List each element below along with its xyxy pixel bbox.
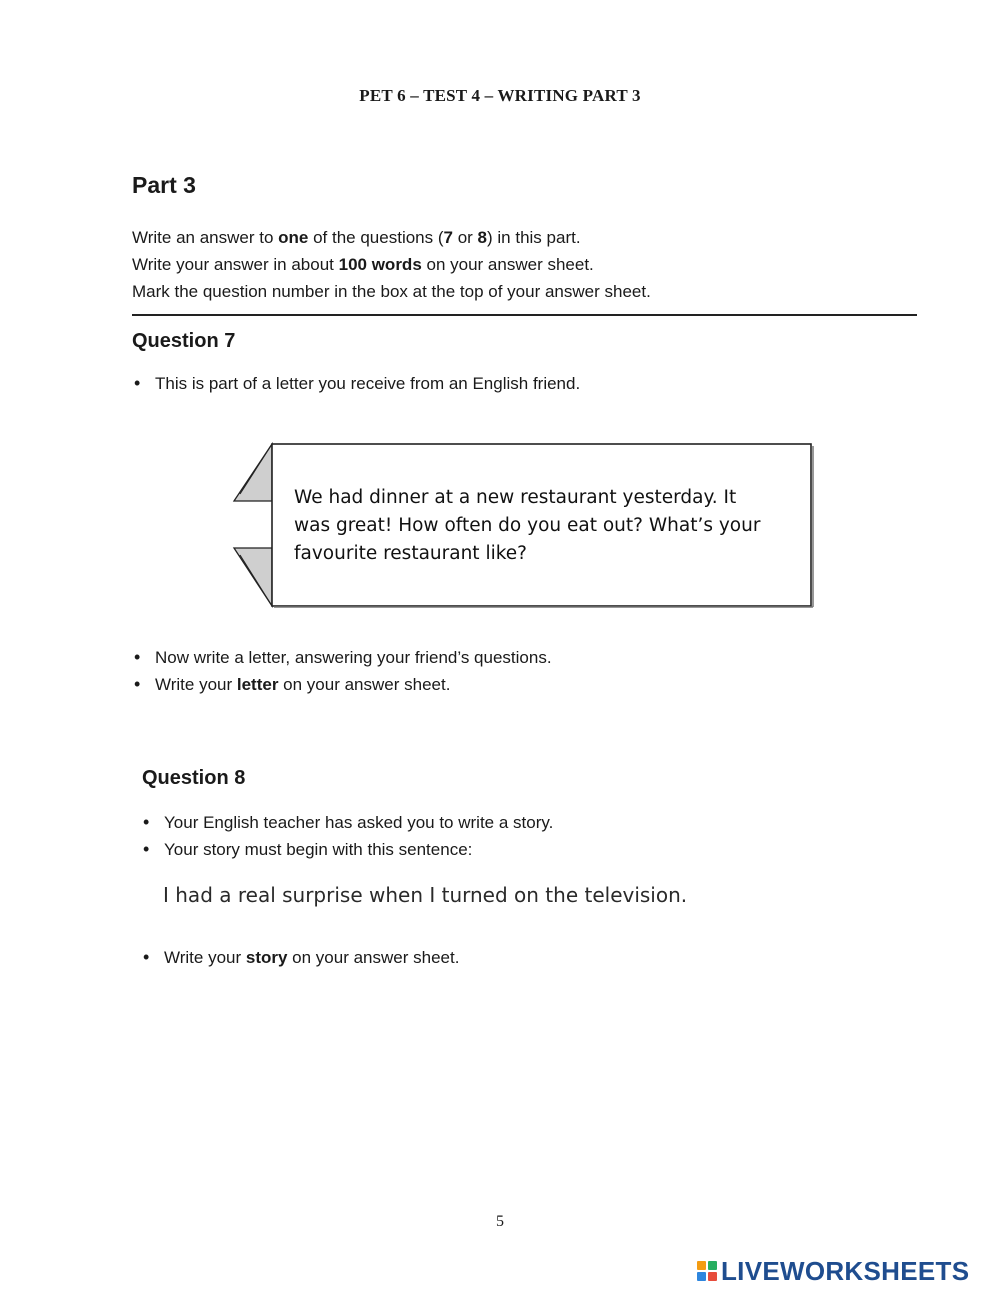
document-header-title: PET 6 – TEST 4 – WRITING PART 3	[359, 86, 641, 105]
question-7-intro-list	[132, 370, 580, 397]
question-8-title: Question 8	[142, 767, 246, 789]
instruction-line-3: Mark the question number in the box at the top of your answer sheet.	[132, 282, 651, 301]
part-title: Part 3	[132, 172, 196, 198]
question-8-final-list	[141, 944, 459, 971]
question-8-task-3: • Write your story on your answer sheet.	[141, 944, 459, 971]
part-instructions	[132, 224, 651, 305]
instruction-line-2: Write your answer in about 100 words on your answer sheet.	[132, 255, 594, 274]
logo-blocks-icon	[697, 1261, 717, 1281]
section-divider	[132, 314, 917, 316]
liveworksheets-logo	[697, 1257, 969, 1285]
question-7-title: Question 7	[132, 330, 236, 352]
letter-excerpt	[230, 438, 815, 610]
question-8-task-2: • Your story must begin with this sentence:	[141, 836, 553, 863]
letter-line-2: was great! How often do you eat out? What’s your	[294, 515, 761, 536]
question-8-task-list	[141, 809, 553, 863]
letter-line-1: We had dinner at a new restaurant yesterday. It	[294, 487, 737, 508]
question-7-task-list	[132, 644, 552, 698]
instruction-line-1: Write an answer to one of the questions (7 or 8) in this part.	[132, 228, 581, 247]
letter-text	[294, 484, 794, 568]
question-7-task-2: • Write your letter on your answer sheet.	[132, 671, 552, 698]
question-7-task-1: • Now write a letter, answering your friend’s questions.	[132, 644, 552, 671]
story-first-sentence: I had a real surprise when I turned on the television.	[163, 883, 688, 907]
question-8-task-1: • Your English teacher has asked you to write a story.	[141, 809, 553, 836]
logo-text: LIVEWORKSHEETS	[721, 1255, 970, 1286]
letter-line-3: favourite restaurant like?	[294, 543, 527, 564]
question-7-intro: • This is part of a letter you receive from an English friend.	[132, 370, 580, 397]
page-number: 5	[496, 1213, 504, 1230]
